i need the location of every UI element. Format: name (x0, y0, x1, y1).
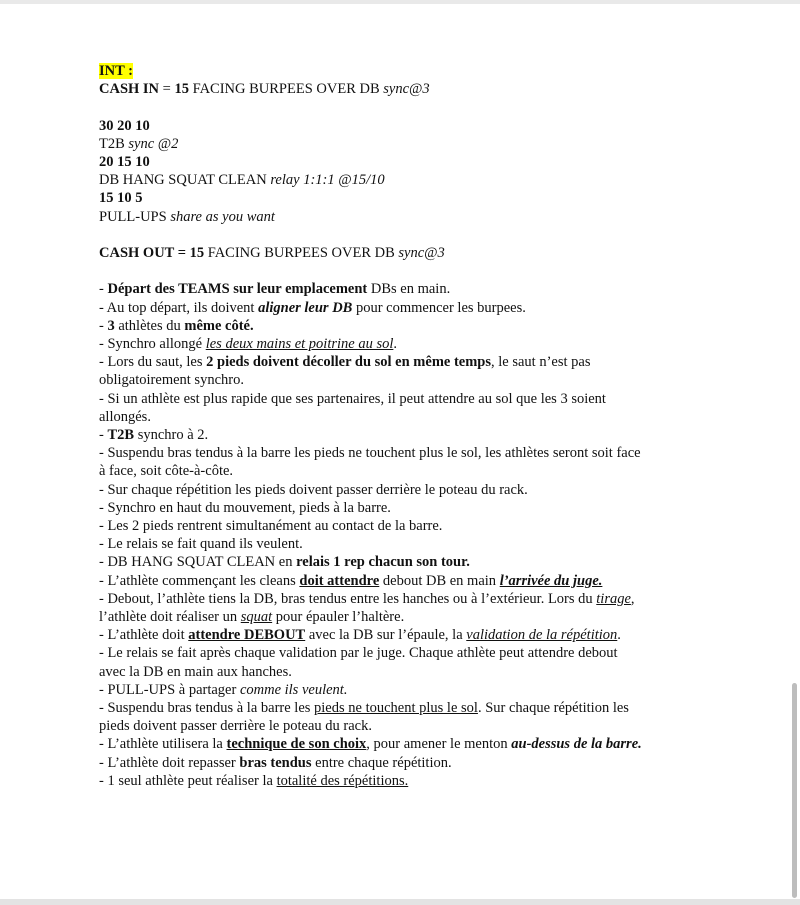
movement-line-3: PULL-UPS share as you want (99, 208, 275, 225)
rule-line: - Synchro allongé les deux mains et poitrine au sol. (99, 336, 398, 352)
rule-line: - Départ des TEAMS sur leur emplacement DBs en main. (99, 281, 451, 298)
rule-line: - Les 2 pieds rentrent simultanément au contact de la barre. (99, 518, 443, 535)
rule-line: - Lors du saut, les 2 pieds doivent décoller du sol en même temps, le saut n’est pas (99, 354, 591, 371)
reps-scheme-2: 20 15 10 (99, 154, 150, 170)
scrollbar-thumb[interactable] (792, 683, 797, 898)
bottom-edge (0, 899, 800, 905)
rule-line: pieds doivent passer derrière le poteau du rack. (99, 718, 372, 735)
rule-line: - Si un athlète est plus rapide que ses partenaires, il peut attendre au sol que les 3 soient (99, 390, 606, 407)
document-body (99, 62, 699, 790)
rule-line: allongés. (99, 408, 151, 425)
spacer (99, 262, 699, 280)
rule-line: - DB HANG SQUAT CLEAN en relais 1 rep chacun son tour. (99, 554, 470, 571)
rule-line: - PULL-UPS à partager comme ils veulent. (99, 681, 348, 698)
rule-line: - Le relais se fait après chaque validation par le juge. Chaque athlète peut attendre debout (99, 645, 618, 662)
rule-line: - Au top départ, ils doivent aligner leur DB pour commencer les burpees. (99, 299, 526, 316)
rule-line: - L’athlète doit attendre DEBOUT avec la DB sur l’épaule, la validation de la répétition. (99, 627, 621, 644)
top-edge (0, 0, 800, 4)
rule-line: - Suspendu bras tendus à la barre les pieds ne touchent plus le sol, les athlètes seront soit face (99, 445, 641, 462)
rule-line: - 1 seul athlète peut réaliser la totalité des répétitions. (99, 772, 409, 789)
rule-line: - T2B synchro à 2. (99, 427, 209, 444)
reps-scheme-3: 15 10 5 (99, 190, 143, 207)
movement-line-2: DB HANG SQUAT CLEAN relay 1:1:1 @15/10 (99, 172, 385, 189)
rule-line: à face, soit côte-à-côte. (99, 463, 234, 480)
spacer (99, 226, 699, 244)
rule-line: - Le relais se fait quand ils veulent. (99, 536, 303, 553)
rule-line: - Synchro en haut du mouvement, pieds à la barre. (99, 499, 391, 516)
rule-line: - L’athlète doit repasser bras tendus entre chaque répétition. (99, 754, 452, 771)
rule-line: - Debout, l’athlète tiens la DB, bras tendus entre les hanches ou à l’extérieur. Lors du tirage, (99, 590, 635, 607)
rule-line: - L’athlète utilisera la technique de son choix, pour amener le menton au-dessus de la barre. (99, 736, 642, 753)
cash-out-line: CASH OUT = 15 FACING BURPEES OVER DB sync@3 (99, 245, 445, 261)
rule-line: - 3 athlètes du même côté. (99, 317, 254, 334)
cash-in-line: CASH IN = 15 FACING BURPEES OVER DB sync@3 (99, 81, 430, 98)
spacer (99, 98, 699, 116)
reps-scheme-1: 30 20 10 (99, 117, 150, 134)
rule-line: l’athlète doit réaliser un squat pour épauler l’haltère. (99, 609, 405, 626)
int-header: INT : (99, 63, 133, 79)
rule-line: avec la DB en main aux hanches. (99, 663, 292, 680)
rule-line: obligatoirement synchro. (99, 372, 244, 389)
rule-line: - Sur chaque répétition les pieds doivent passer derrière le poteau du rack. (99, 481, 528, 498)
rule-line: - L’athlète commençant les cleans doit attendre debout DB en main l’arrivée du juge. (99, 572, 603, 589)
movement-line-1: T2B sync @2 (99, 135, 179, 152)
rule-line: - Suspendu bras tendus à la barre les pieds ne touchent plus le sol. Sur chaque répétition les (99, 700, 629, 717)
